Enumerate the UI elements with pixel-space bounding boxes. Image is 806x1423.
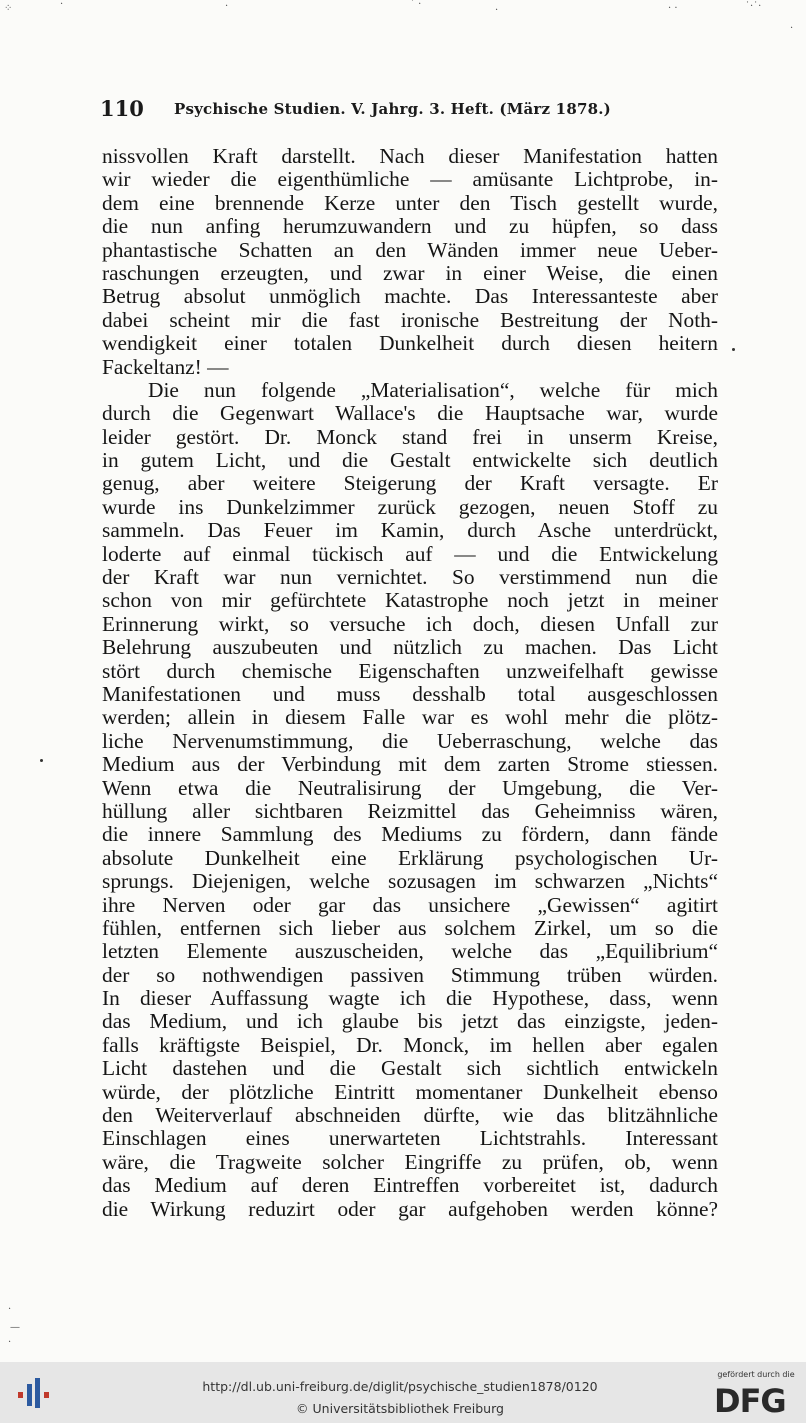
text-line: den Weiterverlauf abschneiden dürfte, wie das blitzähnliche (102, 1103, 718, 1128)
margin-mark (732, 348, 735, 351)
text-line: loderte auf einmal tückisch auf — und die Entwickelung (102, 541, 718, 566)
text-line: Die nun folgende „Materialisation“, welche für mich (148, 377, 718, 402)
dfg-logo (712, 1370, 800, 1418)
page-number: 110 (100, 96, 144, 121)
text-line: hüllung aller sichtbaren Reizmittel das Geheimniss wären, (102, 798, 718, 823)
text-line: der Kraft war nun vernichtet. So verstimmend nun die (102, 565, 718, 590)
text-line: letzten Elemente auszuscheiden, welche das „Equilibrium“ (102, 939, 718, 964)
text-line: wäre, die Tragweite solcher Eingriffe zu prüfen, ob, wenn (102, 1149, 718, 1174)
text-line: die nun anfing herumzuwandern und zu hüpfen, so dass (102, 214, 718, 239)
margin-mark (40, 759, 43, 762)
text-line: die innere Sammlung des Mediums zu fördern, dann fände (102, 822, 718, 847)
text-line: Fackeltanz! — (102, 354, 229, 379)
text-line: Wenn etwa die Neutralisirung der Umgebung, die Ver- (102, 775, 718, 800)
dfg-logo-text: DFG (714, 1382, 786, 1420)
text-line: dem eine brennende Kerze unter den Tisch gestellt wurde, (102, 190, 718, 215)
text-line: der so nothwendigen passiven Stimmung trüben würden. (102, 962, 718, 987)
text-line: das Medium auf deren Eintreffen vorbereitet ist, dadurch (102, 1173, 718, 1198)
scanned-page: ⁘ · · ˙ · · · · ˙·˙· · · — · 110 Psychische Studien. V. Jahrg. 3. Heft. (März 1878.) nissvollen Kraft darstellt. Nach dieser Manifestation hatten wir wieder die eigenthümliche — amüsante Lichtprobe, in- dem eine brennende Kerze unter den Tisch gestellt wurde, die nun anfing herumzuwandern und zu hüpfen, so dass phantastische Schatten an den Wänden immer neue Ueber- raschungen erzeugten, und zwar in einer Weise, die einen Betrug absolut unmöglich machte. Das Interessanteste aber dabei scheint mir die fast ironische Bestreitung der Noth- wendigkeit einer totalen Dunkelheit durch diesen heitern Fackeltanz! — Die nun folgende „Materialisation“, welche für mich durch die Gegenwart Wallace's die Hauptsache war, wurde leider gestört. Dr. Monck stand frei in unserm Kreise, in gutem Licht, und die Gestalt entwickelte sich deutlich genug, aber weitere Steigerung der Kraft versagte. Er wurde ins Dunkelzimmer zurück gezogen, neuen Stoff zu sammeln. Das Feuer im Kamin, durch Asche unterdrückt, loderte auf einmal tückisch auf — und die Entwickelung der Kraft war nun vernichtet. So verstimmend nun die schon von mir gefürchtete Katastrophe noch jetzt in meiner Erinnerung wirkt, so versuche ich doch, diesen Unfall zur Belehrung auszubeuten und nützlich zu machen. Das Licht stört durch chemische Eigenschaften unzweifelhaft gewisse Manifestationen und muss desshalb total ausgeschlossen werden; allein in diesem Falle war es wohl mehr die plötz- liche Nervenumstimmung, die Ueberraschung, welche das Medium aus der Verbindung mit dem zarten Strome stiessen. Wenn etwa die Neutralisirung der Umgebung, die Ver- hüllung aller sichtbaren Reizmittel das Geheimniss wären, die innere Sammlung des Mediums zu fördern, dann fände absolute Dunkelheit eine Erklärung psychologischen Ur- sprungs. Diejenigen, welche sozusagen im schwarzen „Nichts“ ihre Nerven oder gar das unsichere „Gewissen“ agitirt fühlen, entfernen sich lieber aus solchem Zirkel, um so die letzten Elemente auszuscheiden, welche das „Equilibrium“ der so nothwendigen passiven Stimmung trüben würden. In dieser Auffassung wagte ich die Hypothese, dass, wenn das Medium, und ich glaube bis jetzt das einzigste, jeden- falls kräftigste Beispiel, Dr. Monck, im hellen aber egalen Licht dastehen und die Gestalt sich sichtlich entwickeln würde, der plötzliche Eintritt momentaner Dunkelheit ebenso den Weiterverlauf abschneiden dürfte, wie das blitzähnliche Einschlagen eines unerwarteten Lichtstrahls. Interessant wäre, die Tragweite solcher Eingriffe zu prüfen, ob, wenn das Medium auf deren Eintreffen vorbereitet ist, dadurch die Wirkung reduzirt oder gar aufgehoben werden könne? (0, 0, 806, 1362)
copyright-text: © Universitätsbibliothek Freiburg (296, 1401, 504, 1416)
text-line: wurde ins Dunkelzimmer zurück gezogen, neuen Stoff zu (102, 494, 718, 519)
text-line: das Medium, und ich glaube bis jetzt das einzigste, jeden- (102, 1009, 718, 1034)
text-line: in gutem Licht, und die Gestalt entwickelte sich deutlich (102, 448, 718, 473)
text-line: Erinnerung wirkt, so versuche ich doch, diesen Unfall zur (102, 611, 718, 636)
dfg-tagline: gefördert durch die (717, 1370, 795, 1379)
library-logo-icon (14, 1376, 54, 1412)
running-title: Psychische Studien. V. Jahrg. 3. Heft. (März 1878.) (174, 100, 611, 118)
text-line: Belehrung auszubeuten und nützlich zu machen. Das Licht (102, 635, 718, 660)
text-line: durch die Gegenwart Wallace's die Hauptsache war, wurde (102, 401, 718, 426)
text-line: Manifestationen und muss desshalb total ausgeschlossen (102, 681, 718, 706)
text-line: ihre Nerven oder gar das unsichere „Gewissen“ agitirt (102, 892, 718, 917)
text-line: absolute Dunkelheit eine Erklärung psychologischen Ur- (102, 845, 718, 870)
text-line: Einschlagen eines unerwarteten Lichtstrahls. Interessant (102, 1126, 718, 1151)
footer-bar (0, 1362, 806, 1423)
page-header (100, 96, 660, 126)
text-line: die Wirkung reduzirt oder gar aufgehoben werden könne? (102, 1196, 718, 1221)
text-line: genug, aber weitere Steigerung der Kraft versagte. Er (102, 471, 718, 496)
text-line: falls kräftigste Beispiel, Dr. Monck, im hellen aber egalen (102, 1032, 718, 1057)
text-line: phantastische Schatten an den Wänden immer neue Ueber- (102, 237, 718, 262)
text-line: dabei scheint mir die fast ironische Bestreitung der Noth- (102, 307, 718, 332)
text-line: liche Nervenumstimmung, die Ueberraschung, welche das (102, 728, 718, 753)
text-line: wendigkeit einer totalen Dunkelheit durch diesen heitern (102, 331, 718, 356)
text-line: raschungen erzeugten, und zwar in einer Weise, die einen (102, 260, 718, 285)
text-line: schon von mir gefürchtete Katastrophe noch jetzt in meiner (102, 588, 718, 613)
text-line: Licht dastehen und die Gestalt sich sichtlich entwickeln (102, 1056, 718, 1081)
text-line: wir wieder die eigenthümliche — amüsante Lichtprobe, in- (102, 167, 718, 192)
text-line: würde, der plötzliche Eintritt momentaner Dunkelheit ebenso (102, 1079, 718, 1104)
text-line: sammeln. Das Feuer im Kamin, durch Asche unterdrückt, (102, 518, 718, 543)
text-line: fühlen, entfernen sich lieber aus solchem Zirkel, um so die (102, 915, 718, 940)
text-line: leider gestört. Dr. Monck stand frei in unserm Kreise, (102, 424, 718, 449)
text-line: nissvollen Kraft darstellt. Nach dieser Manifestation hatten (102, 144, 718, 168)
text-line: Medium aus der Verbindung mit dem zarten Strome stiessen. (102, 752, 718, 777)
text-line: In dieser Auffassung wagte ich die Hypothese, dass, wenn (102, 986, 718, 1011)
source-url-link[interactable]: http://dl.ub.uni-freiburg.de/diglit/psychische_studien1878/0120 (202, 1379, 598, 1394)
text-line: stört durch chemische Eigenschaften unzweifelhaft gewisse (102, 658, 718, 683)
body-text (102, 145, 718, 1221)
text-line: werden; allein in diesem Falle war es wohl mehr die plötz- (102, 705, 718, 730)
text-line: Betrug absolut unmöglich machte. Das Interessanteste aber (102, 284, 718, 309)
text-line: sprungs. Diejenigen, welche sozusagen im schwarzen „Nichts“ (102, 869, 718, 894)
